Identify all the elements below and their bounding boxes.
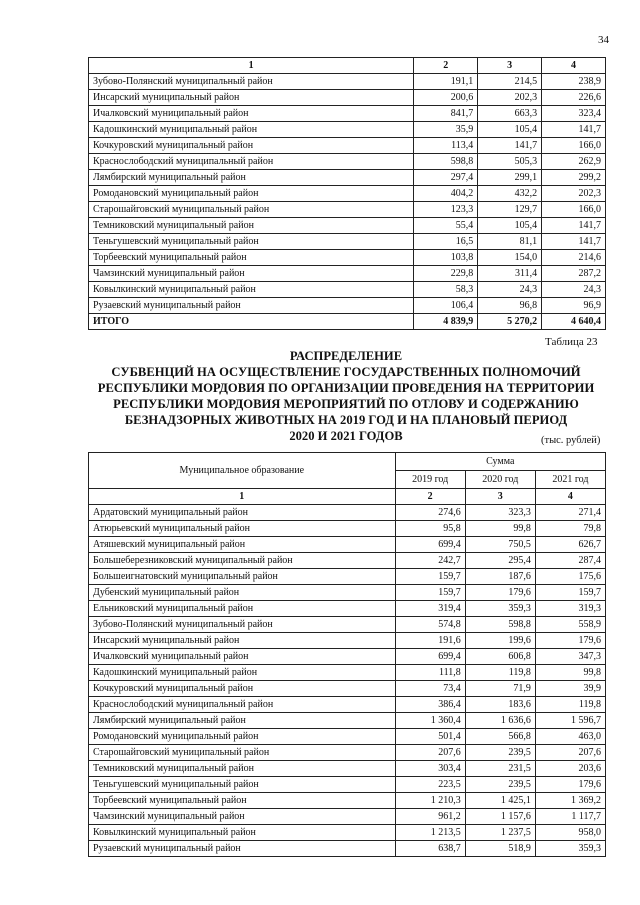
municipality-cell: Теньгушевский муниципальный район (89, 234, 414, 250)
value-cell: 166,0 (542, 202, 606, 218)
value-cell: 574,8 (395, 617, 465, 633)
table-row (89, 186, 606, 202)
table-row (89, 90, 606, 106)
table-row (89, 218, 606, 234)
column-header-year: 2019 год (395, 471, 465, 489)
municipality-cell: Лямбирский муниципальный район (89, 170, 414, 186)
value-cell: 191,1 (414, 74, 478, 90)
value-cell: 274,6 (395, 505, 465, 521)
municipality-cell: Кочкуровский муниципальный район (89, 138, 414, 154)
value-cell: 113,4 (414, 138, 478, 154)
value-cell: 183,6 (465, 697, 535, 713)
value-cell: 239,5 (465, 745, 535, 761)
value-cell: 123,3 (414, 202, 478, 218)
value-cell: 187,6 (465, 569, 535, 585)
value-cell: 297,4 (414, 170, 478, 186)
table-row (89, 665, 606, 681)
table-row (89, 729, 606, 745)
table-row (89, 250, 606, 266)
table-row (89, 569, 606, 585)
title-line: РАСПРЕДЕЛЕНИЕ (289, 349, 403, 363)
value-cell: 229,8 (414, 266, 478, 282)
municipality-cell: Темниковский муниципальный район (89, 218, 414, 234)
value-cell: 202,3 (478, 90, 542, 106)
value-cell: 119,8 (465, 665, 535, 681)
index-cell: 3 (465, 489, 535, 505)
value-cell: 1 117,7 (535, 809, 605, 825)
value-cell: 347,3 (535, 649, 605, 665)
value-cell: 159,7 (395, 585, 465, 601)
column-header-sum: Сумма (395, 453, 605, 471)
value-cell: 179,6 (535, 633, 605, 649)
value-cell: 166,0 (542, 138, 606, 154)
value-cell: 750,5 (465, 537, 535, 553)
index-cell: 4 (542, 58, 606, 74)
value-cell: 1 636,6 (465, 713, 535, 729)
value-cell: 359,3 (465, 601, 535, 617)
table-row (89, 282, 606, 298)
page-number: 34 (598, 34, 609, 46)
value-cell: 223,5 (395, 777, 465, 793)
table-row (89, 713, 606, 729)
municipality-cell: Чамзинский муниципальный район (89, 809, 396, 825)
value-cell: 79,8 (535, 521, 605, 537)
table-row (89, 138, 606, 154)
value-cell: 159,7 (535, 585, 605, 601)
value-cell: 71,9 (465, 681, 535, 697)
value-cell: 663,3 (478, 106, 542, 122)
value-cell: 55,4 (414, 218, 478, 234)
table-row (89, 681, 606, 697)
document-title (60, 348, 632, 444)
value-cell: 323,4 (542, 106, 606, 122)
value-cell: 96,8 (478, 298, 542, 314)
table-row (89, 154, 606, 170)
value-cell: 226,6 (542, 90, 606, 106)
value-cell: 103,8 (414, 250, 478, 266)
value-cell: 958,0 (535, 825, 605, 841)
table-row (89, 505, 606, 521)
municipality-cell: Зубово-Полянский муниципальный район (89, 617, 396, 633)
value-cell: 191,6 (395, 633, 465, 649)
value-cell: 141,7 (542, 122, 606, 138)
value-cell: 24,3 (542, 282, 606, 298)
municipality-cell: Краснослободский муниципальный район (89, 697, 396, 713)
value-cell: 179,6 (465, 585, 535, 601)
table-row (89, 841, 606, 857)
value-cell: 311,4 (478, 266, 542, 282)
value-cell: 598,8 (465, 617, 535, 633)
value-cell: 207,6 (395, 745, 465, 761)
value-cell: 598,8 (414, 154, 478, 170)
value-cell: 404,2 (414, 186, 478, 202)
value-cell: 299,1 (478, 170, 542, 186)
value-cell: 179,6 (535, 777, 605, 793)
value-cell: 299,2 (542, 170, 606, 186)
table-row (89, 234, 606, 250)
municipality-cell: Атюрьевский муниципальный район (89, 521, 396, 537)
value-cell: 119,8 (535, 697, 605, 713)
index-cell: 1 (89, 489, 396, 505)
value-cell: 699,4 (395, 537, 465, 553)
value-cell: 558,9 (535, 617, 605, 633)
value-cell: 1 157,6 (465, 809, 535, 825)
title-line: СУБВЕНЦИЙ НА ОСУЩЕСТВЛЕНИЕ ГОСУДАРСТВЕННЫХ ПОЛНОМОЧИЙ (111, 365, 581, 379)
value-cell: 214,6 (542, 250, 606, 266)
value-cell: 323,3 (465, 505, 535, 521)
value-cell: 238,9 (542, 74, 606, 90)
value-cell: 287,4 (535, 553, 605, 569)
municipality-cell: Инсарский муниципальный район (89, 90, 414, 106)
index-cell: 3 (478, 58, 542, 74)
table-row (89, 537, 606, 553)
value-cell: 319,4 (395, 601, 465, 617)
value-cell: 1 213,5 (395, 825, 465, 841)
value-cell: 99,8 (535, 665, 605, 681)
table-row (89, 298, 606, 314)
value-cell: 141,7 (542, 218, 606, 234)
total-row (89, 314, 606, 330)
value-cell: 141,7 (542, 234, 606, 250)
value-cell: 106,4 (414, 298, 478, 314)
table-row (89, 106, 606, 122)
table-row (89, 761, 606, 777)
municipality-cell: Темниковский муниципальный район (89, 761, 396, 777)
value-cell: 1 596,7 (535, 713, 605, 729)
value-cell: 214,5 (478, 74, 542, 90)
value-cell: 81,1 (478, 234, 542, 250)
table-row (89, 633, 606, 649)
table-row (89, 617, 606, 633)
municipality-cell: Рузаевский муниципальный район (89, 841, 396, 857)
value-cell: 359,3 (535, 841, 605, 857)
municipality-cell: Ковылкинский муниципальный район (89, 825, 396, 841)
value-cell: 203,6 (535, 761, 605, 777)
municipality-cell: Ромодановский муниципальный район (89, 729, 396, 745)
index-cell: 1 (89, 58, 414, 74)
municipality-cell: Старошайговский муниципальный район (89, 202, 414, 218)
value-cell: 295,4 (465, 553, 535, 569)
municipality-cell: Атяшевский муниципальный район (89, 537, 396, 553)
municipality-cell: Кочкуровский муниципальный район (89, 681, 396, 697)
table-label: Таблица 23 (545, 336, 598, 348)
value-cell: 199,6 (465, 633, 535, 649)
value-cell: 262,9 (542, 154, 606, 170)
index-cell: 2 (414, 58, 478, 74)
value-cell: 111,8 (395, 665, 465, 681)
total-value: 4 640,4 (542, 314, 606, 330)
value-cell: 200,6 (414, 90, 478, 106)
title-line: 2020 И 2021 ГОДОВ (289, 429, 403, 443)
value-cell: 96,9 (542, 298, 606, 314)
table-row (89, 777, 606, 793)
municipality-cell: Торбеевский муниципальный район (89, 250, 414, 266)
municipality-cell: Ардатовский муниципальный район (89, 505, 396, 521)
title-line: РЕСПУБЛИКИ МОРДОВИЯ МЕРОПРИЯТИЙ ПО ОТЛОВУ И СОДЕРЖАНИЮ (113, 397, 579, 411)
value-cell: 501,4 (395, 729, 465, 745)
table-row (89, 793, 606, 809)
value-cell: 287,2 (542, 266, 606, 282)
value-cell: 606,8 (465, 649, 535, 665)
table-row (89, 697, 606, 713)
value-cell: 24,3 (478, 282, 542, 298)
value-cell: 463,0 (535, 729, 605, 745)
table-index-row (89, 58, 606, 74)
municipality-cell: Ельниковский муниципальный район (89, 601, 396, 617)
table-row (89, 521, 606, 537)
value-cell: 16,5 (414, 234, 478, 250)
table-row (89, 122, 606, 138)
total-label: ИТОГО (89, 314, 414, 330)
value-cell: 129,7 (478, 202, 542, 218)
table-row (89, 825, 606, 841)
table-row (89, 601, 606, 617)
value-cell: 626,7 (535, 537, 605, 553)
value-cell: 35,9 (414, 122, 478, 138)
column-header-municipality: Муниципальное образование (89, 453, 396, 489)
value-cell: 242,7 (395, 553, 465, 569)
table-row (89, 170, 606, 186)
value-cell: 699,4 (395, 649, 465, 665)
value-cell: 105,4 (478, 122, 542, 138)
value-cell: 73,4 (395, 681, 465, 697)
municipality-cell: Зубово-Полянский муниципальный район (89, 74, 414, 90)
title-line: БЕЗНАДЗОРНЫХ ЖИВОТНЫХ НА 2019 ГОД И НА ПЛАНОВЫЙ ПЕРИОД (124, 413, 568, 427)
value-cell: 432,2 (478, 186, 542, 202)
value-cell: 1 237,5 (465, 825, 535, 841)
value-cell: 141,7 (478, 138, 542, 154)
distribution-table (88, 452, 606, 857)
table-row (89, 202, 606, 218)
value-cell: 1 360,4 (395, 713, 465, 729)
value-cell: 638,7 (395, 841, 465, 857)
table-row (89, 266, 606, 282)
municipality-cell: Инсарский муниципальный район (89, 633, 396, 649)
value-cell: 99,8 (465, 521, 535, 537)
municipality-cell: Кадошкинский муниципальный район (89, 122, 414, 138)
value-cell: 319,3 (535, 601, 605, 617)
title-line: РЕСПУБЛИКИ МОРДОВИЯ ПО ОРГАНИЗАЦИИ ПРОВЕДЕНИЯ НА ТЕРРИТОРИИ (97, 381, 595, 395)
value-cell: 566,8 (465, 729, 535, 745)
value-cell: 231,5 (465, 761, 535, 777)
total-value: 5 270,2 (478, 314, 542, 330)
value-cell: 95,8 (395, 521, 465, 537)
table-row (89, 809, 606, 825)
value-cell: 39,9 (535, 681, 605, 697)
municipality-cell: Рузаевский муниципальный район (89, 298, 414, 314)
municipality-cell: Большеигнатовский муниципальный район (89, 569, 396, 585)
value-cell: 518,9 (465, 841, 535, 857)
municipality-cell: Чамзинский муниципальный район (89, 266, 414, 282)
index-cell: 4 (535, 489, 605, 505)
municipality-cell: Старошайговский муниципальный район (89, 745, 396, 761)
municipality-cell: Дубенский муниципальный район (89, 585, 396, 601)
value-cell: 207,6 (535, 745, 605, 761)
municipality-cell: Лямбирский муниципальный район (89, 713, 396, 729)
units-note: (тыс. рублей) (541, 435, 601, 446)
municipality-cell: Ичалковский муниципальный район (89, 649, 396, 665)
value-cell: 175,6 (535, 569, 605, 585)
value-cell: 386,4 (395, 697, 465, 713)
value-cell: 961,2 (395, 809, 465, 825)
table-continued (88, 57, 606, 330)
value-cell: 1 425,1 (465, 793, 535, 809)
municipality-cell: Кадошкинский муниципальный район (89, 665, 396, 681)
value-cell: 239,5 (465, 777, 535, 793)
index-cell: 2 (395, 489, 465, 505)
value-cell: 505,3 (478, 154, 542, 170)
municipality-cell: Ичалковский муниципальный район (89, 106, 414, 122)
value-cell: 1 210,3 (395, 793, 465, 809)
table-row (89, 745, 606, 761)
value-cell: 271,4 (535, 505, 605, 521)
table-index-row (89, 489, 606, 505)
table-row (89, 649, 606, 665)
value-cell: 202,3 (542, 186, 606, 202)
municipality-cell: Краснослободский муниципальный район (89, 154, 414, 170)
value-cell: 154,0 (478, 250, 542, 266)
value-cell: 105,4 (478, 218, 542, 234)
municipality-cell: Большеберезниковский муниципальный район (89, 553, 396, 569)
value-cell: 841,7 (414, 106, 478, 122)
table-row (89, 553, 606, 569)
column-header-year: 2021 год (535, 471, 605, 489)
value-cell: 159,7 (395, 569, 465, 585)
table-row (89, 585, 606, 601)
municipality-cell: Ромодановский муниципальный район (89, 186, 414, 202)
table-row (89, 74, 606, 90)
municipality-cell: Ковылкинский муниципальный район (89, 282, 414, 298)
value-cell: 58,3 (414, 282, 478, 298)
municipality-cell: Теньгушевский муниципальный район (89, 777, 396, 793)
total-value: 4 839,9 (414, 314, 478, 330)
column-header-year: 2020 год (465, 471, 535, 489)
municipality-cell: Торбеевский муниципальный район (89, 793, 396, 809)
value-cell: 303,4 (395, 761, 465, 777)
value-cell: 1 369,2 (535, 793, 605, 809)
